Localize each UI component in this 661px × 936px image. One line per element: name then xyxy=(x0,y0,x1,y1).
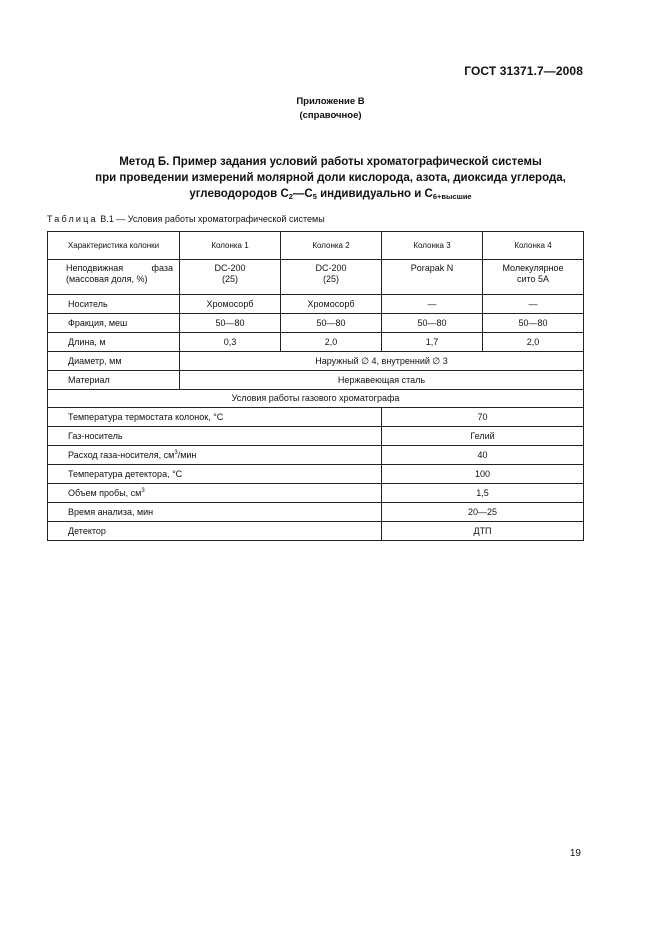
header-cell: Колонка 2 xyxy=(281,232,382,260)
row-label: Детектор xyxy=(48,522,382,541)
row-label: Расход газа-носителя, $см^3$/мин xyxy=(48,446,382,465)
table-cell: 50—80 xyxy=(180,314,281,333)
document-title xyxy=(60,154,601,202)
table-cell: Гелий xyxy=(382,427,584,446)
table-cell: 20—25 xyxy=(382,503,584,522)
row-label: Материал xyxy=(48,371,180,390)
table-row xyxy=(48,295,584,314)
appendix-note: (справочное) xyxy=(299,110,362,121)
row-label: Неподвижная фаза (массовая доля, %) xyxy=(48,260,180,295)
row-label: Температура детектора, °С xyxy=(48,465,382,484)
table-cell: 50—80 xyxy=(281,314,382,333)
table-cell: Молекулярное сито 5А xyxy=(483,260,584,295)
group-title: Условия работы газового хроматографа xyxy=(48,390,584,408)
header-cell: Колонка 1 xyxy=(180,232,281,260)
appendix-heading xyxy=(0,95,661,123)
table-caption: Таблица В.1 — Условия работы хроматографической системы xyxy=(47,214,325,224)
row-label: Время анализа, мин xyxy=(48,503,382,522)
title-line-3: углеводородов $С_2—С_5$ индивидуально и $С_{6+высшие}$ xyxy=(189,188,472,201)
table-cell: — xyxy=(382,295,483,314)
header-cell: Характеристика колонки xyxy=(48,232,180,260)
header-cell: Колонка 3 xyxy=(382,232,483,260)
table-cell: Наружный ∅ 4, внутренний ∅ 3 xyxy=(180,352,584,371)
header-cell: Колонка 4 xyxy=(483,232,584,260)
table-row xyxy=(48,333,584,352)
table-row xyxy=(48,522,584,541)
standard-number: ГОСТ 31371.7—2008 xyxy=(464,64,583,78)
table-cell: 40 xyxy=(382,446,584,465)
table-header-row xyxy=(48,232,584,260)
appendix-title: Приложение В xyxy=(296,96,365,107)
table-cell: 50—80 xyxy=(483,314,584,333)
table-cell: — xyxy=(483,295,584,314)
table-cell: DC-200 (25) xyxy=(180,260,281,295)
table-group-row xyxy=(48,390,584,408)
row-label: Температура термостата колонок, °С xyxy=(48,408,382,427)
table-cell: Нержавеющая сталь xyxy=(180,371,584,390)
table-cell: 1,5 xyxy=(382,484,584,503)
row-label: Длина, м xyxy=(48,333,180,352)
table-cell: 0,3 xyxy=(180,333,281,352)
table-cell: 100 xyxy=(382,465,584,484)
table-row xyxy=(48,446,584,465)
row-label: Носитель xyxy=(48,295,180,314)
row-label: Объем пробы, $см^3$ xyxy=(48,484,382,503)
table-cell: 1,7 xyxy=(382,333,483,352)
table-cell: Хромосорб xyxy=(180,295,281,314)
table-cell: Porapak N xyxy=(382,260,483,295)
title-line-2: при проведении измерений молярной доли кислорода, азота, диоксида углерода, xyxy=(95,172,566,184)
table-cell: DC-200 (25) xyxy=(281,260,382,295)
row-label: Газ-носитель xyxy=(48,427,382,446)
page-number: 19 xyxy=(569,848,581,859)
table-row xyxy=(48,408,584,427)
row-label: Диаметр, мм xyxy=(48,352,180,371)
table-row xyxy=(48,484,584,503)
table-cell: ДТП xyxy=(382,522,584,541)
table-cell: Хромосорб xyxy=(281,295,382,314)
conditions-table xyxy=(47,231,584,541)
table-row xyxy=(48,465,584,484)
title-line-1: Метод Б. Пример задания условий работы хроматографической системы xyxy=(119,156,542,168)
table-row xyxy=(48,371,584,390)
table-cell: 2,0 xyxy=(483,333,584,352)
table-row xyxy=(48,260,584,295)
row-label: Фракция, меш xyxy=(48,314,180,333)
table-cell: 70 xyxy=(382,408,584,427)
table-cell: 2,0 xyxy=(281,333,382,352)
table-cell: 50—80 xyxy=(382,314,483,333)
table-row xyxy=(48,503,584,522)
table-row xyxy=(48,314,584,333)
table-row xyxy=(48,352,584,371)
table-row xyxy=(48,427,584,446)
